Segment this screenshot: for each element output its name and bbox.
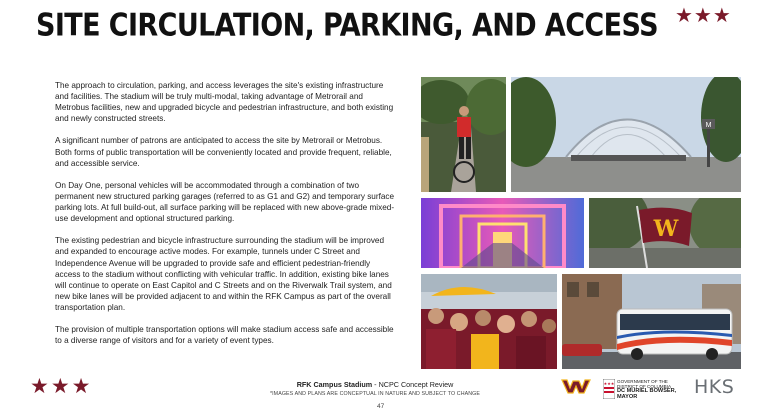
paragraph: A significant number of patrons are anticipated to access the site by Metrorail or Metrobus. Both forms of public transportation will be conveniently located and provide frequent, reliable, and accessible service. xyxy=(55,136,392,168)
dc-line-1: GOVERNMENT OF THE xyxy=(617,379,668,384)
footer-title-rest: - NCPC Concept Review xyxy=(372,380,454,389)
metro-station-photo xyxy=(511,77,741,192)
footer-title-bold: RFK Campus Stadium xyxy=(296,380,373,389)
flag-photo xyxy=(589,198,741,268)
paragraph: The provision of multiple transportation options will make stadium access safe and accessible to a diverse range of visitors and for a variety of event types. xyxy=(55,325,394,346)
paragraph: The approach to circulation, parking, and access leverages the site's existing infrastructure and facilities. The stadium will be truly multi-modal, taking advantage of Metrorail and Metrobus facilities, new and upgraded bicycle and pedestrian infrastructure, and both existing and newly constructed streets. xyxy=(55,81,394,124)
tunnel-photo xyxy=(421,198,584,268)
dc-line-2: DISTRICT OF COLUMBIA xyxy=(617,384,672,390)
stars-top-decoration: ★★★ xyxy=(675,5,732,27)
footer xyxy=(250,380,500,397)
dc-government-logo xyxy=(603,379,687,399)
body-text xyxy=(55,80,395,357)
paragraph: The existing pedestrian and bicycle infrastructure surrounding the stadium will be improved and expanded to encourage active modes. For example, tunnels under C Street and Independence Avenue will be upgraded to provide safe and efficient pedestrian-friendly access to the stadium without conflicting with vehicular traffic. In addition, existing bike lanes will continue to operate on East Capitol and C Streets and on the Riverwalk Trail system, and new bike lanes will be provided adjacent to and within the RFK Campus as part of the overall transportation plan. xyxy=(55,236,392,312)
fans-photo xyxy=(421,274,557,369)
dc-flag-icon xyxy=(603,379,615,399)
dc-mayor-line: DC MURIEL BOWSER, MAYOR xyxy=(617,388,677,400)
flag-w-letter: W xyxy=(653,216,679,242)
bus-photo xyxy=(562,274,741,369)
commanders-logo xyxy=(561,378,591,394)
page-title: SITE CIRCULATION, PARKING, AND ACCESS xyxy=(36,8,658,44)
cyclist-photo xyxy=(421,77,506,192)
paragraph: On Day One, personal vehicles will be accommodated through a combination of two permanent new structured parking garages (referred to as G1 and G2) and temporary surface parking lots. At full build-out, all surface parking will be replaced with new above-grade mixed-use development and optional structured parking. xyxy=(55,180,395,224)
page-number: 47 xyxy=(377,403,385,410)
svg-text:★★★: ★★★ xyxy=(603,381,615,386)
hks-logo: HKS xyxy=(694,376,735,398)
footer-disclaimer: *IMAGES AND PLANS ARE CONCEPTUAL IN NATURE AND SUBJECT TO CHANGE xyxy=(269,391,481,397)
stars-bottom-decoration: ★★★ xyxy=(30,375,93,398)
metro-sign: M xyxy=(705,122,712,129)
footer-title xyxy=(250,380,500,389)
